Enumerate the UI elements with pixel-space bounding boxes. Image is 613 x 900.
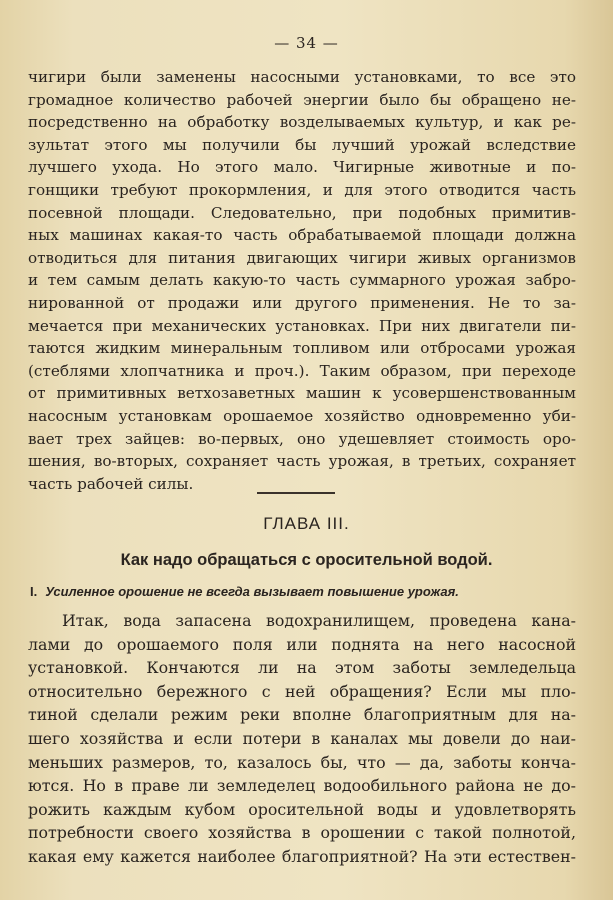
text-line: громадное количество рабочей энергии было бы обращено не- xyxy=(28,90,576,109)
text-line: шения, во-вторых, сохраняет часть урожая, в третьих, сохраняет xyxy=(28,452,576,471)
text-line: лучшего ухода. Но этого мало. Чигирные животные и по- xyxy=(28,158,576,177)
section-title: Усиленное орошение не всегда вызывает повышение урожая. xyxy=(45,584,459,599)
section-divider xyxy=(257,492,335,494)
text-line: тиной сделали режим реки вполне благоприятным для на- xyxy=(28,705,576,725)
section-number: I. xyxy=(30,584,38,599)
text-line: установкой. Кончаются ли на этом заботы земледельца xyxy=(28,658,576,678)
text-line: таются жидким минеральным топливом или отбросами урожая xyxy=(28,339,576,358)
text-line: мечается при механических установках. При них двигатели пи- xyxy=(28,316,576,335)
text-line: относительно бережного с ней обращения? Если мы пло- xyxy=(28,681,576,701)
text-line: чигири были заменены насосными установками, то все это xyxy=(28,68,576,86)
text-line: ных машинах какая-то часть обрабатываемой площади должна xyxy=(28,226,576,245)
text-line: вает трех зайцев: во-первых, оно удешевляет стоимость оро- xyxy=(28,429,576,448)
text-line: зультат этого мы получили бы лучший урожай вследствие xyxy=(28,135,576,154)
paragraph-1 xyxy=(28,66,576,495)
text-line: гонщики требуют прокормления, и для этого отводится часть xyxy=(28,180,576,199)
text-line: посевной площади. Следовательно, при подобных примитив- xyxy=(28,203,576,222)
text-line: отводиться для питания двигающих чигири живых организмов xyxy=(28,248,576,267)
text-line: потребности своего хозяйства в орошении с такой полнотой, xyxy=(28,823,576,843)
text-line: посредственно на обработку возделываемых культур, и как ре- xyxy=(28,113,576,132)
page-number: — 34 — xyxy=(274,34,339,52)
text-line: (стеблями хлопчатника и проч.). Таким образом, при переходе xyxy=(28,361,576,380)
chapter-title: Как надо обращаться с оросительной водой. xyxy=(120,551,493,569)
text-line: нированной от продажи или другого применения. Не то за- xyxy=(28,293,576,312)
text-line: Итак, вода запасена водохранилищем, проведена кана- xyxy=(62,611,576,630)
text-line: меньших размеров, то, казалось бы, что — да, заботы конча- xyxy=(28,752,576,772)
chapter-heading: ГЛАВА III. xyxy=(263,514,350,533)
section-heading xyxy=(30,584,590,599)
paragraph-2 xyxy=(28,609,576,869)
text-line: лами до орошаемого поля или поднята на него насосной xyxy=(28,634,576,654)
text-line: какая ему кажется наиболее благоприятной? На эти естествен- xyxy=(28,846,576,866)
text-line: ются. Но в праве ли земледелец водообильного района не до- xyxy=(28,776,576,796)
text-line: насосным установкам орошаемое хозяйство одновременно уби- xyxy=(28,406,576,425)
text-line: и тем самым делать какую-то часть суммарного урожая забро- xyxy=(28,271,576,290)
text-line: часть рабочей силы. xyxy=(28,474,194,493)
text-line: шего хозяйства и если потери в каналах мы довели до наи- xyxy=(28,728,576,748)
text-line: рожить каждым кубом оросительной воды и удовлетворять xyxy=(28,799,576,819)
text-line: от примитивных ветхозаветных машин к усовершенствованным xyxy=(28,384,576,403)
